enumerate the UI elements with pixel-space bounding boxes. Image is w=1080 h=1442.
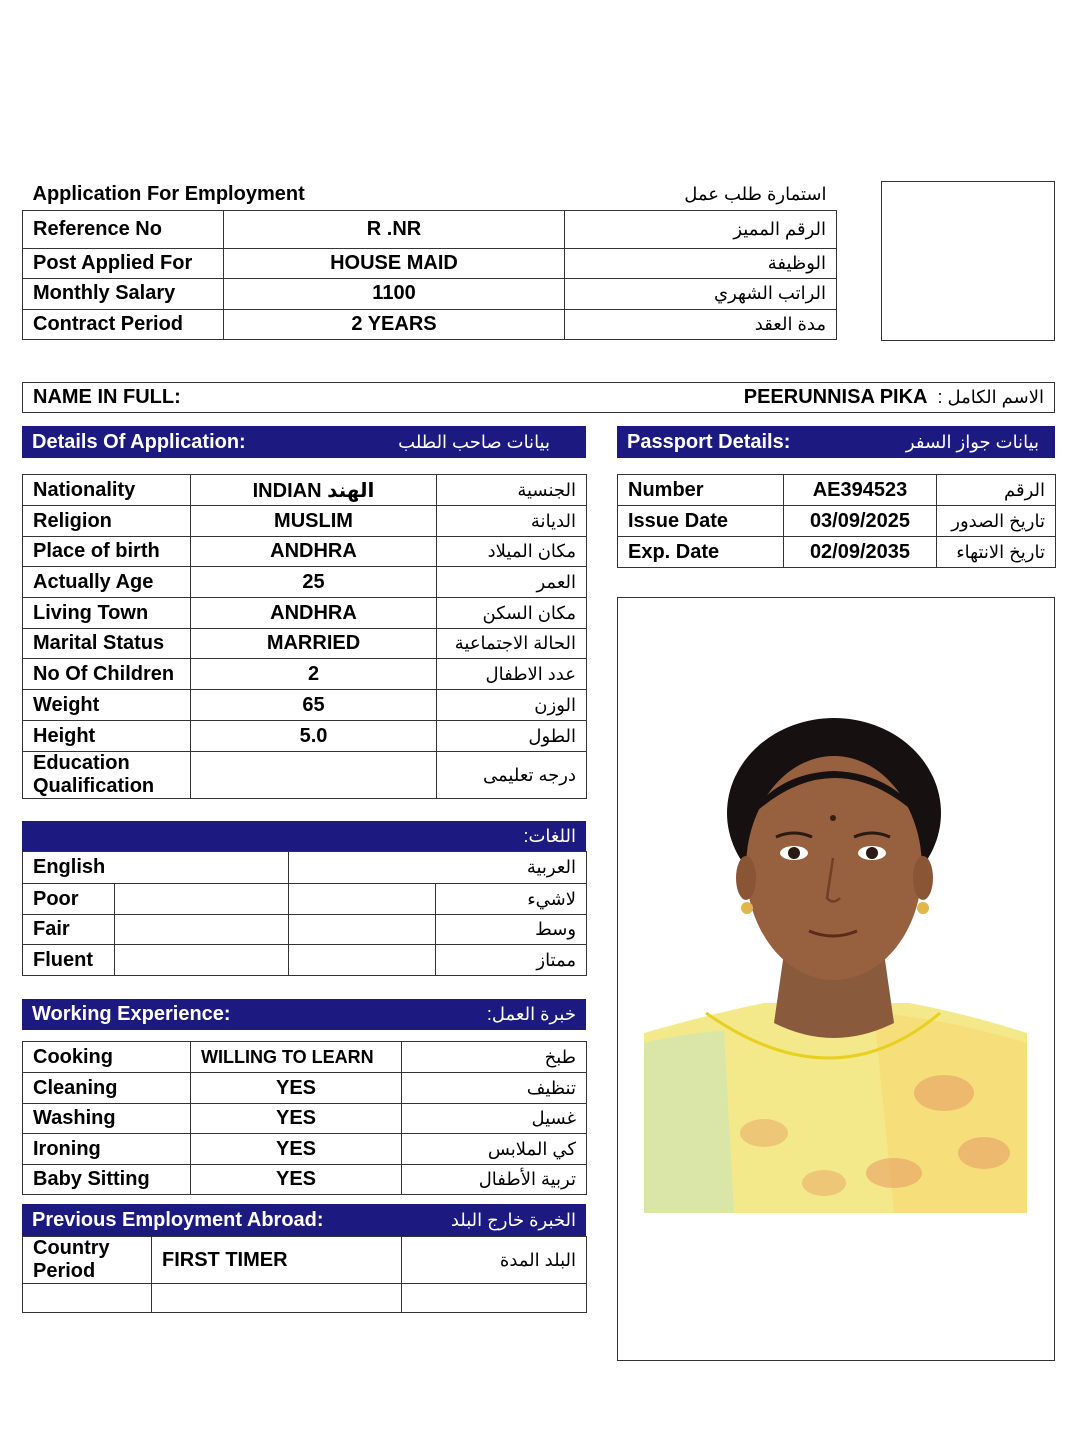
children-label-ar: عدد الاطفال — [437, 659, 587, 690]
age-label-ar: العمر — [437, 567, 587, 598]
issue-date-value: 03/09/2025 — [784, 506, 937, 537]
experience-row — [23, 1073, 587, 1104]
passport-header-bar — [617, 426, 1055, 458]
post-label-ar: الوظيفة — [565, 248, 837, 278]
cooking-value: WILLING TO LEARN — [191, 1042, 402, 1073]
living-town-value: ANDHRA — [191, 598, 437, 629]
english-label: English — [23, 852, 289, 884]
photo-frame — [617, 597, 1055, 1361]
details-table — [22, 474, 587, 799]
details-row — [23, 659, 587, 690]
children-label: No Of Children — [23, 659, 191, 690]
application-title-ar: استمارة طلب عمل — [684, 184, 827, 205]
passport-number-value: AE394523 — [784, 475, 937, 506]
age-value: 25 — [191, 567, 437, 598]
weight-value: 65 — [191, 690, 437, 721]
baby-sitting-value: YES — [191, 1165, 402, 1195]
education-label-line1: Education — [33, 752, 130, 774]
post-label: Post Applied For — [23, 248, 224, 278]
experience-table — [22, 1041, 587, 1195]
name-value: PEERUNNISA PIKA — [743, 386, 928, 408]
name-label-ar: الاسم الكامل : — [937, 387, 1044, 407]
issue-date-label: Issue Date — [618, 506, 784, 537]
language-row — [23, 915, 587, 945]
marital-value: MARRIED — [191, 629, 437, 659]
details-row — [23, 567, 587, 598]
birthplace-label: Place of birth — [23, 537, 191, 567]
abroad-title-ar: الخبرة خارج البلد — [450, 1209, 576, 1230]
nationality-value: INDIAN الهند — [191, 475, 437, 506]
details-row — [23, 475, 587, 506]
details-header-bar — [22, 426, 586, 458]
fluent-label: Fluent — [23, 945, 115, 976]
poor-label: Poor — [23, 884, 115, 915]
poor-label-ar: لاشيء — [436, 884, 587, 915]
fair-label-ar: وسط — [436, 915, 587, 945]
header-table — [22, 180, 837, 340]
details-row — [23, 752, 587, 799]
contract-label: Contract Period — [23, 309, 224, 339]
languages-table — [22, 851, 587, 976]
abroad-label-ar: البلد المدة — [402, 1237, 587, 1284]
name-row — [22, 382, 1055, 413]
passport-number-label-ar: الرقم — [937, 475, 1056, 506]
baby-sitting-label-ar: تربية الأطفال — [402, 1165, 587, 1195]
application-title: Application For Employment — [32, 183, 305, 206]
contract-label-ar: مدة العقد — [565, 309, 837, 339]
education-value — [191, 752, 437, 799]
abroad-value: FIRST TIMER — [152, 1237, 402, 1284]
salary-value: 1100 — [224, 278, 565, 309]
details-row — [23, 629, 587, 659]
height-value: 5.0 — [191, 721, 437, 752]
religion-label: Religion — [23, 506, 191, 537]
experience-row — [23, 1104, 587, 1134]
person-photo-icon — [644, 713, 1027, 1213]
weight-label: Weight — [23, 690, 191, 721]
education-label-ar: درجه تعليمى — [437, 752, 587, 799]
cleaning-label: Cleaning — [23, 1073, 191, 1104]
age-label: Actually Age — [23, 567, 191, 598]
ironing-label: Ironing — [23, 1134, 191, 1165]
issue-date-label-ar: تاريخ الصدور — [937, 506, 1056, 537]
experience-row — [23, 1042, 587, 1073]
marital-label: Marital Status — [23, 629, 191, 659]
living-town-label-ar: مكان السكن — [437, 598, 587, 629]
reference-label: Reference No — [23, 210, 224, 248]
languages-header-bar — [22, 821, 586, 851]
details-row — [23, 506, 587, 537]
cooking-label-ar: طبخ — [402, 1042, 587, 1073]
name-label: NAME IN FULL: — [33, 386, 181, 408]
cooking-label: Cooking — [23, 1042, 191, 1073]
passport-title: Passport Details: — [627, 430, 791, 453]
height-label-ar: الطول — [437, 721, 587, 752]
languages-title-ar: اللغات: — [523, 825, 576, 846]
details-row — [23, 598, 587, 629]
birthplace-label-ar: مكان الميلاد — [437, 537, 587, 567]
exp-date-label-ar: تاريخ الانتهاء — [937, 537, 1056, 568]
salary-label-ar: الراتب الشهري — [565, 278, 837, 309]
religion-value: MUSLIM — [191, 506, 437, 537]
washing-label-ar: غسيل — [402, 1104, 587, 1134]
religion-label-ar: الديانة — [437, 506, 587, 537]
cleaning-value: YES — [191, 1073, 402, 1104]
passport-number-label: Number — [618, 475, 784, 506]
reference-value: R .NR — [224, 210, 565, 248]
exp-date-label: Exp. Date — [618, 537, 784, 568]
children-value: 2 — [191, 659, 437, 690]
height-label: Height — [23, 721, 191, 752]
contract-value: 2 YEARS — [224, 309, 565, 339]
washing-value: YES — [191, 1104, 402, 1134]
washing-label: Washing — [23, 1104, 191, 1134]
stamp-box — [881, 181, 1055, 341]
reference-label-ar: الرقم المميز — [565, 210, 837, 248]
fair-label: Fair — [23, 915, 115, 945]
weight-label-ar: الوزن — [437, 690, 587, 721]
living-town-label: Living Town — [23, 598, 191, 629]
nationality-label-ar: الجنسية — [437, 475, 587, 506]
language-row — [23, 945, 587, 976]
experience-title: Working Experience: — [32, 1003, 231, 1025]
birthplace-value: ANDHRA — [191, 537, 437, 567]
abroad-title: Previous Employment Abroad: — [32, 1208, 324, 1231]
baby-sitting-label: Baby Sitting — [23, 1165, 191, 1195]
education-label-line2: Qualification — [33, 775, 155, 797]
fluent-label-ar: ممتاز — [436, 945, 587, 976]
abroad-table — [22, 1236, 587, 1313]
country-label: Country — [33, 1237, 110, 1259]
details-row — [23, 537, 587, 567]
salary-label: Monthly Salary — [23, 278, 224, 309]
experience-header-bar — [22, 999, 586, 1030]
country-period-label — [23, 1237, 152, 1284]
experience-row — [23, 1165, 587, 1195]
education-label — [23, 752, 191, 799]
ironing-value: YES — [191, 1134, 402, 1165]
language-row — [23, 884, 587, 915]
passport-table — [617, 474, 1056, 568]
nationality-label: Nationality — [23, 475, 191, 506]
details-row — [23, 721, 587, 752]
cleaning-label-ar: تنظيف — [402, 1073, 587, 1104]
post-value: HOUSE MAID — [224, 248, 565, 278]
arabic-label: العربية — [289, 852, 587, 884]
abroad-header-bar — [22, 1204, 586, 1236]
marital-label-ar: الحالة الاجتماعية — [437, 629, 587, 659]
exp-date-value: 02/09/2035 — [784, 537, 937, 568]
details-title: Details Of Application: — [32, 430, 246, 453]
details-title-ar: بيانات صاحب الطلب — [398, 431, 550, 452]
period-label: Period — [33, 1260, 96, 1282]
experience-row — [23, 1134, 587, 1165]
details-row — [23, 690, 587, 721]
passport-title-ar: بيانات جواز السفر — [905, 431, 1039, 452]
ironing-label-ar: كي الملابس — [402, 1134, 587, 1165]
experience-title-ar: خبرة العمل: — [486, 1004, 576, 1024]
